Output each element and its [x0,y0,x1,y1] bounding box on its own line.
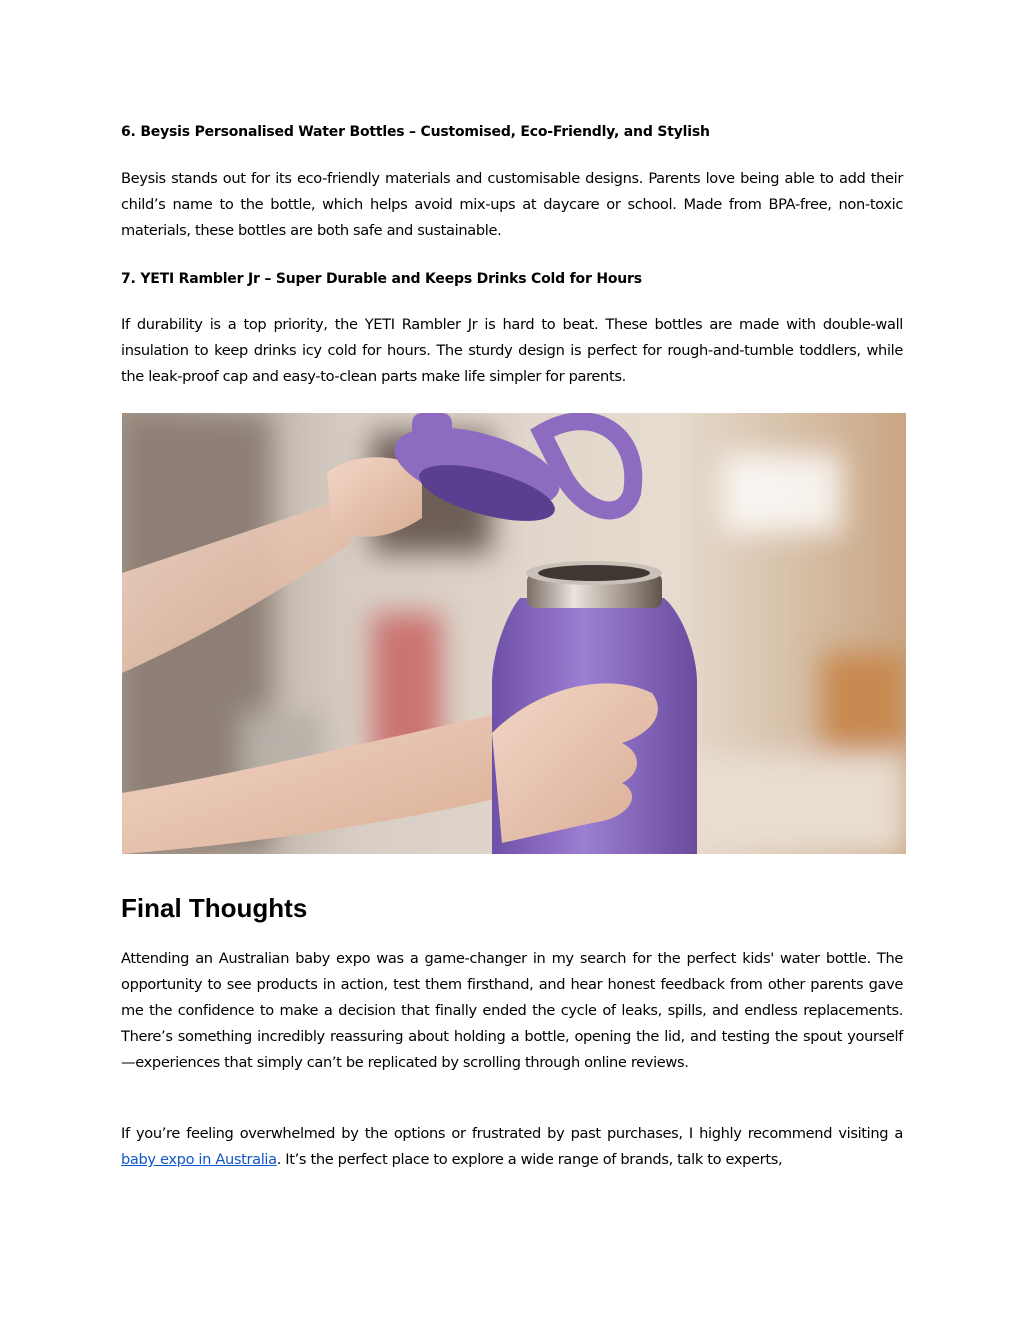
section-body-yeti: If durability is a top priority, the YETI Rambler Jr is hard to beat. These bottles are made with double-wall insulation to keep drinks icy cold for hours. The sturdy design is perfect for rough-and-tumble toddlers, while the leak-proof cap and easy-to-clean parts make life simpler for parents. [121,316,903,385]
final-thoughts-title: Final Thoughts [121,893,308,923]
section-body-beysis: Beysis stands out for its eco-friendly materials and customisable designs. Parents love being able to add their child’s name to the bottle, which helps avoid mix-ups at daycare or school. Made from BPA-free, non-toxic materials, these bottles are both safe and sustainable. [121,170,903,239]
section-heading-yeti: 7. YETI Rambler Jr – Super Durable and Keeps Drinks Cold for Hours [121,271,642,287]
para2-text-after: . It’s the perfect place to explore a wide range of brands, talk to experts, [276,1151,783,1168]
baby-expo-link[interactable]: baby expo in Australia [121,1151,277,1168]
section-heading-beysis: 6. Beysis Personalised Water Bottles – Customised, Eco-Friendly, and Stylish [121,124,710,140]
final-thoughts-paragraph-1: Attending an Australian baby expo was a game-changer in my search for the perfect kids' water bottle. The opportunity to see products in action, test them firsthand, and hear honest feedback from other parents gave me the confidence to make a decision that finally ended the cycle of leaks, spills, and endless replacements. There’s something incredibly reassuring about holding a bottle, opening the lid, and testing the spout yourself—experiences that simply can’t be replicated by scrolling through online reviews. [121,950,903,1071]
bottle-photo [122,413,906,854]
para2-text-before: If you’re feeling overwhelmed by the options or frustrated by past purchases, I highly recommend visiting a [121,1125,903,1142]
final-thoughts-paragraph-2 [121,1121,903,1173]
